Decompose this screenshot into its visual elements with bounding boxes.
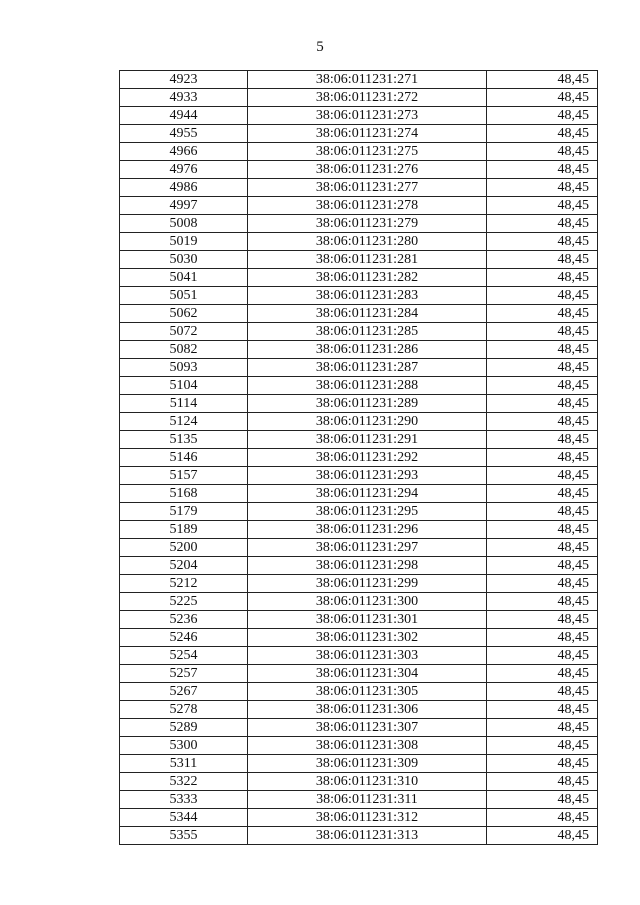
table-row xyxy=(120,629,598,647)
cadastral-number-cell: 38:06:011231:277 xyxy=(248,179,487,197)
row-number-cell: 5082 xyxy=(120,341,248,359)
cadastral-number-cell: 38:06:011231:283 xyxy=(248,287,487,305)
row-number-cell: 4944 xyxy=(120,107,248,125)
area-cell: 48,45 xyxy=(487,449,598,467)
cadastral-number-cell: 38:06:011231:294 xyxy=(248,485,487,503)
row-number-cell: 5212 xyxy=(120,575,248,593)
row-number-cell: 5008 xyxy=(120,215,248,233)
cadastral-number-cell: 38:06:011231:278 xyxy=(248,197,487,215)
cadastral-number-cell: 38:06:011231:279 xyxy=(248,215,487,233)
table-row xyxy=(120,89,598,107)
area-cell: 48,45 xyxy=(487,683,598,701)
table-row xyxy=(120,809,598,827)
area-cell: 48,45 xyxy=(487,107,598,125)
table-row xyxy=(120,791,598,809)
row-number-cell: 4976 xyxy=(120,161,248,179)
table-row xyxy=(120,305,598,323)
cadastral-number-cell: 38:06:011231:275 xyxy=(248,143,487,161)
parcel-table xyxy=(119,70,598,845)
cadastral-number-cell: 38:06:011231:302 xyxy=(248,629,487,647)
row-number-cell: 5257 xyxy=(120,665,248,683)
cadastral-number-cell: 38:06:011231:311 xyxy=(248,791,487,809)
row-number-cell: 5072 xyxy=(120,323,248,341)
row-number-cell: 5267 xyxy=(120,683,248,701)
table-row xyxy=(120,179,598,197)
row-number-cell: 5030 xyxy=(120,251,248,269)
row-number-cell: 5300 xyxy=(120,737,248,755)
table-row xyxy=(120,539,598,557)
row-number-cell: 5135 xyxy=(120,431,248,449)
cadastral-number-cell: 38:06:011231:297 xyxy=(248,539,487,557)
cadastral-number-cell: 38:06:011231:304 xyxy=(248,665,487,683)
row-number-cell: 5093 xyxy=(120,359,248,377)
table-row xyxy=(120,755,598,773)
row-number-cell: 5179 xyxy=(120,503,248,521)
area-cell: 48,45 xyxy=(487,431,598,449)
area-cell: 48,45 xyxy=(487,233,598,251)
table-row xyxy=(120,359,598,377)
area-cell: 48,45 xyxy=(487,611,598,629)
cadastral-number-cell: 38:06:011231:305 xyxy=(248,683,487,701)
cadastral-number-cell: 38:06:011231:293 xyxy=(248,467,487,485)
table-row xyxy=(120,611,598,629)
cadastral-number-cell: 38:06:011231:282 xyxy=(248,269,487,287)
area-cell: 48,45 xyxy=(487,467,598,485)
table-row xyxy=(120,125,598,143)
area-cell: 48,45 xyxy=(487,359,598,377)
row-number-cell: 5333 xyxy=(120,791,248,809)
area-cell: 48,45 xyxy=(487,737,598,755)
cadastral-number-cell: 38:06:011231:292 xyxy=(248,449,487,467)
area-cell: 48,45 xyxy=(487,593,598,611)
area-cell: 48,45 xyxy=(487,485,598,503)
cadastral-number-cell: 38:06:011231:312 xyxy=(248,809,487,827)
row-number-cell: 4986 xyxy=(120,179,248,197)
table-row xyxy=(120,521,598,539)
row-number-cell: 5157 xyxy=(120,467,248,485)
area-cell: 48,45 xyxy=(487,719,598,737)
cadastral-number-cell: 38:06:011231:272 xyxy=(248,89,487,107)
row-number-cell: 4923 xyxy=(120,71,248,89)
table-row xyxy=(120,233,598,251)
cadastral-number-cell: 38:06:011231:306 xyxy=(248,701,487,719)
area-cell: 48,45 xyxy=(487,377,598,395)
cadastral-number-cell: 38:06:011231:284 xyxy=(248,305,487,323)
cadastral-number-cell: 38:06:011231:307 xyxy=(248,719,487,737)
table-row xyxy=(120,287,598,305)
row-number-cell: 5322 xyxy=(120,773,248,791)
row-number-cell: 5311 xyxy=(120,755,248,773)
area-cell: 48,45 xyxy=(487,791,598,809)
area-cell: 48,45 xyxy=(487,665,598,683)
table-row xyxy=(120,251,598,269)
area-cell: 48,45 xyxy=(487,71,598,89)
cadastral-number-cell: 38:06:011231:281 xyxy=(248,251,487,269)
cadastral-number-cell: 38:06:011231:289 xyxy=(248,395,487,413)
area-cell: 48,45 xyxy=(487,629,598,647)
row-number-cell: 5114 xyxy=(120,395,248,413)
table-row xyxy=(120,269,598,287)
cadastral-number-cell: 38:06:011231:310 xyxy=(248,773,487,791)
row-number-cell: 5225 xyxy=(120,593,248,611)
cadastral-number-cell: 38:06:011231:296 xyxy=(248,521,487,539)
table-row xyxy=(120,395,598,413)
cadastral-number-cell: 38:06:011231:276 xyxy=(248,161,487,179)
row-number-cell: 5204 xyxy=(120,557,248,575)
table-row xyxy=(120,557,598,575)
row-number-cell: 5041 xyxy=(120,269,248,287)
page-number: 5 xyxy=(316,39,324,55)
area-cell: 48,45 xyxy=(487,143,598,161)
table-row xyxy=(120,827,598,845)
cadastral-number-cell: 38:06:011231:298 xyxy=(248,557,487,575)
area-cell: 48,45 xyxy=(487,647,598,665)
area-cell: 48,45 xyxy=(487,305,598,323)
table-row xyxy=(120,647,598,665)
area-cell: 48,45 xyxy=(487,755,598,773)
table-row xyxy=(120,467,598,485)
area-cell: 48,45 xyxy=(487,701,598,719)
area-cell: 48,45 xyxy=(487,539,598,557)
table-row xyxy=(120,323,598,341)
cadastral-number-cell: 38:06:011231:299 xyxy=(248,575,487,593)
row-number-cell: 5236 xyxy=(120,611,248,629)
row-number-cell: 5246 xyxy=(120,629,248,647)
row-number-cell: 5019 xyxy=(120,233,248,251)
cadastral-number-cell: 38:06:011231:291 xyxy=(248,431,487,449)
row-number-cell: 5146 xyxy=(120,449,248,467)
table-row xyxy=(120,593,598,611)
table-row xyxy=(120,143,598,161)
table-row xyxy=(120,683,598,701)
table-row xyxy=(120,665,598,683)
area-cell: 48,45 xyxy=(487,251,598,269)
row-number-cell: 5278 xyxy=(120,701,248,719)
table-row xyxy=(120,107,598,125)
cadastral-number-cell: 38:06:011231:280 xyxy=(248,233,487,251)
row-number-cell: 5355 xyxy=(120,827,248,845)
area-cell: 48,45 xyxy=(487,773,598,791)
area-cell: 48,45 xyxy=(487,89,598,107)
row-number-cell: 4997 xyxy=(120,197,248,215)
cadastral-number-cell: 38:06:011231:273 xyxy=(248,107,487,125)
cadastral-number-cell: 38:06:011231:308 xyxy=(248,737,487,755)
cadastral-number-cell: 38:06:011231:295 xyxy=(248,503,487,521)
cadastral-number-cell: 38:06:011231:303 xyxy=(248,647,487,665)
table-row xyxy=(120,449,598,467)
area-cell: 48,45 xyxy=(487,323,598,341)
row-number-cell: 4955 xyxy=(120,125,248,143)
area-cell: 48,45 xyxy=(487,287,598,305)
row-number-cell: 5344 xyxy=(120,809,248,827)
cadastral-number-cell: 38:06:011231:301 xyxy=(248,611,487,629)
area-cell: 48,45 xyxy=(487,161,598,179)
table-row xyxy=(120,161,598,179)
table-row xyxy=(120,773,598,791)
row-number-cell: 5062 xyxy=(120,305,248,323)
area-cell: 48,45 xyxy=(487,341,598,359)
table-row xyxy=(120,485,598,503)
table-row xyxy=(120,413,598,431)
cadastral-number-cell: 38:06:011231:286 xyxy=(248,341,487,359)
row-number-cell: 5104 xyxy=(120,377,248,395)
table-row xyxy=(120,197,598,215)
cadastral-number-cell: 38:06:011231:309 xyxy=(248,755,487,773)
row-number-cell: 5124 xyxy=(120,413,248,431)
cadastral-number-cell: 38:06:011231:288 xyxy=(248,377,487,395)
area-cell: 48,45 xyxy=(487,179,598,197)
area-cell: 48,45 xyxy=(487,395,598,413)
area-cell: 48,45 xyxy=(487,413,598,431)
table-row xyxy=(120,71,598,89)
area-cell: 48,45 xyxy=(487,809,598,827)
table-row xyxy=(120,701,598,719)
row-number-cell: 5254 xyxy=(120,647,248,665)
cadastral-number-cell: 38:06:011231:287 xyxy=(248,359,487,377)
table-row xyxy=(120,215,598,233)
area-cell: 48,45 xyxy=(487,125,598,143)
row-number-cell: 4966 xyxy=(120,143,248,161)
cadastral-number-cell: 38:06:011231:313 xyxy=(248,827,487,845)
area-cell: 48,45 xyxy=(487,827,598,845)
cadastral-number-cell: 38:06:011231:271 xyxy=(248,71,487,89)
row-number-cell: 5289 xyxy=(120,719,248,737)
area-cell: 48,45 xyxy=(487,269,598,287)
area-cell: 48,45 xyxy=(487,575,598,593)
table-row xyxy=(120,719,598,737)
cadastral-number-cell: 38:06:011231:285 xyxy=(248,323,487,341)
area-cell: 48,45 xyxy=(487,503,598,521)
area-cell: 48,45 xyxy=(487,557,598,575)
table-row xyxy=(120,377,598,395)
row-number-cell: 5051 xyxy=(120,287,248,305)
table-row xyxy=(120,575,598,593)
table-row xyxy=(120,431,598,449)
row-number-cell: 5189 xyxy=(120,521,248,539)
cadastral-number-cell: 38:06:011231:274 xyxy=(248,125,487,143)
table-row xyxy=(120,503,598,521)
cadastral-number-cell: 38:06:011231:290 xyxy=(248,413,487,431)
area-cell: 48,45 xyxy=(487,197,598,215)
table-row xyxy=(120,737,598,755)
parcel-table-body xyxy=(120,71,598,845)
row-number-cell: 5200 xyxy=(120,539,248,557)
row-number-cell: 4933 xyxy=(120,89,248,107)
table-row xyxy=(120,341,598,359)
area-cell: 48,45 xyxy=(487,521,598,539)
cadastral-number-cell: 38:06:011231:300 xyxy=(248,593,487,611)
area-cell: 48,45 xyxy=(487,215,598,233)
row-number-cell: 5168 xyxy=(120,485,248,503)
